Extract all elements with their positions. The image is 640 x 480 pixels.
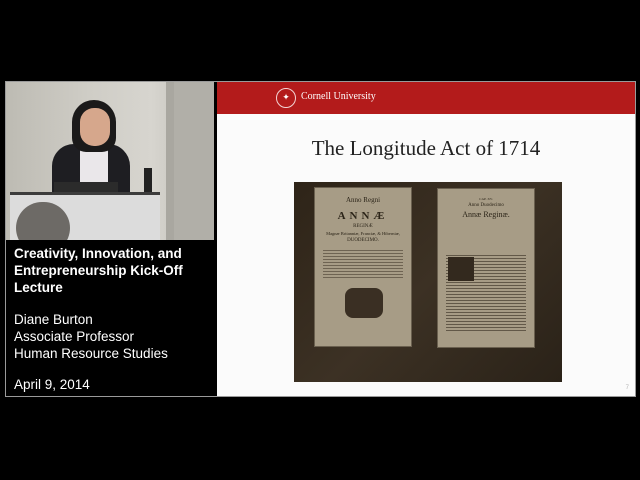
right-page-line1: CAP. XV. (479, 197, 493, 201)
document-page-left (314, 187, 412, 347)
cornell-seal-icon: ✦ (276, 88, 296, 108)
slide-page-number: 7 (625, 385, 629, 391)
speaker-video (6, 82, 214, 240)
historical-document-photo (294, 182, 562, 382)
speaker-face (80, 108, 110, 146)
right-page-line2: Anno Duodecimo (468, 203, 504, 208)
left-page-line5: DUODECIMO. (347, 238, 379, 243)
presentation-slide (217, 82, 635, 396)
left-page-line1: Anno Regni (345, 196, 381, 204)
university-brand: Cornell University (301, 91, 376, 102)
presenter-name: Diane Burton (14, 312, 93, 327)
video-door (174, 82, 214, 240)
right-page-line3: Annæ Reginæ. (462, 210, 510, 219)
document-page-right (437, 188, 535, 348)
left-page-text-block (323, 250, 403, 280)
lecture-title: Creativity, Innovation, and Entrepreneurship Kick-Off Lecture (14, 246, 183, 295)
left-page-line3: REGINÆ (353, 224, 373, 229)
presenter-info (14, 311, 168, 362)
lecture-caption (6, 242, 214, 396)
video-pillar (166, 82, 174, 240)
left-page-line2: ANNÆ (337, 210, 389, 222)
presenter-role: Associate Professor (14, 329, 135, 344)
presenter-department: Human Resource Studies (14, 346, 168, 361)
slide-title: The Longitude Act of 1714 (311, 136, 541, 160)
royal-crest-icon (345, 288, 383, 318)
lecture-date: April 9, 2014 (14, 377, 90, 392)
slide-header (217, 82, 635, 114)
decorative-initial-icon (448, 257, 474, 281)
left-page-line4: Magnæ Britanniæ, Franciæ, & Hiberniæ, (326, 231, 400, 236)
